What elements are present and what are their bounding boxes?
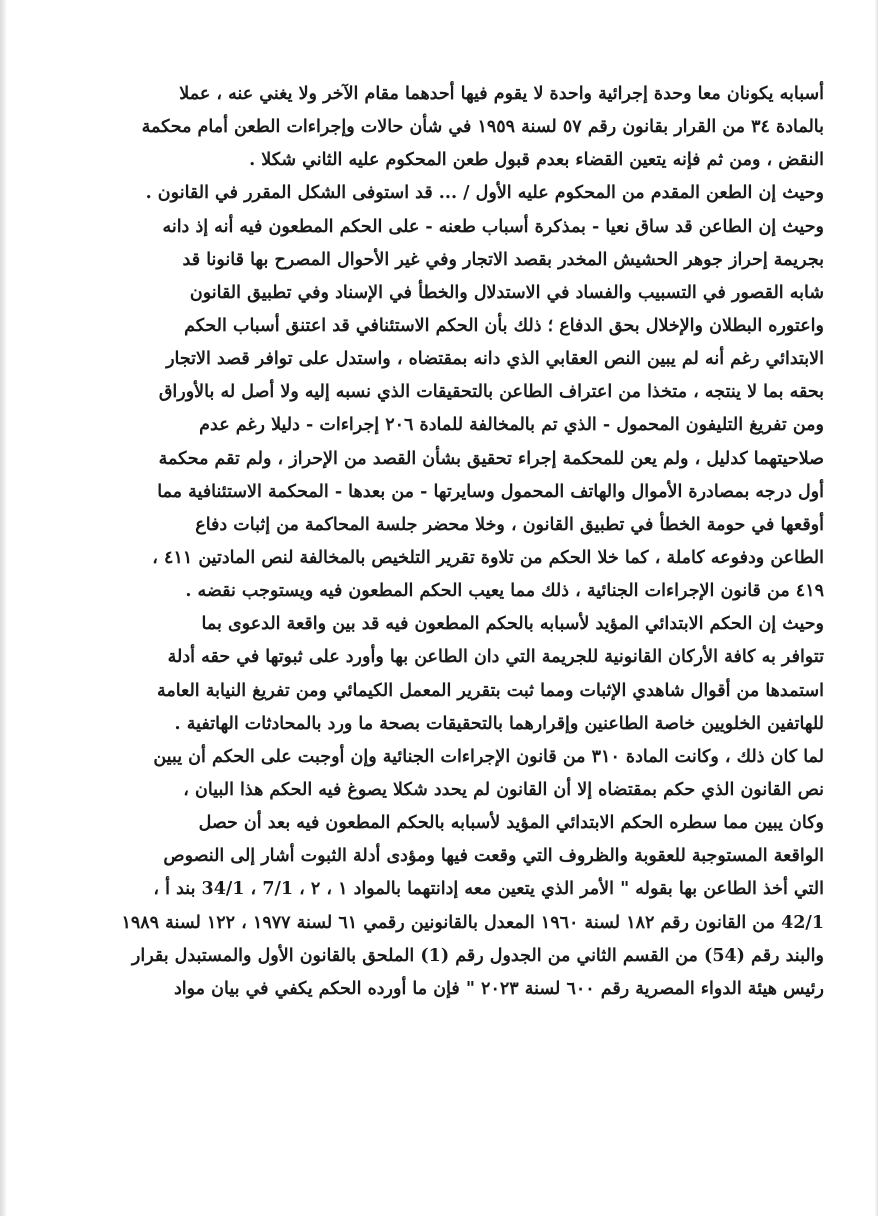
text-line-22: نص القانون الذي حكم بمقتضاه إلا أن القانون لم يحدد شكلا يصوغ فيه الحكم هذا البيان ،: [183, 779, 824, 800]
text-line-19: استمدها من أقوال شاهدي الإثبات ومما ثبت بتقرير المعمل الكيمائي ومن تفريغ النيابة العامة: [156, 680, 824, 701]
text-line-20: للهاتفين الخلويين خاصة الطاعنين وإقرارهما بالتحقيقات بصحة ما ورد بالمحادثات الهاتفية .: [174, 713, 824, 734]
text-line-21: لما كان ذلك ، وكانت المادة ٣١٠ من قانون الإجراءات الجنائية وإن أوجبت على الحكم أن يبين: [153, 746, 824, 767]
text-line-13: أول درجه بمصادرة الأموال والهاتف المحمول وسايرتها - من بعدها - المحكمة الاستئنافية مما: [157, 481, 824, 502]
text-line-9: الابتدائي رغم أنه لم يبين النص العقابي الذي دانه بمقتضاه ، واستدل على توافر قصد الاتجار: [166, 349, 824, 370]
text-line-11: ومن تفريغ التليفون المحمول - الذي تم بالمخالفة للمادة ٢٠٦ إجراءات - دليلا رغم عدم: [199, 415, 824, 436]
text-line-5: وحيث إن الطاعن قد ساق نعيا - بمذكرة أسباب طعنه - على الحكم المطعون فيه أنه إذ دانه: [162, 216, 824, 237]
text-line-28: رئيس هيئة الدواء المصرية رقم ٦٠٠ لسنة ٢٠٢٣ " فإن ما أورده الحكم يكفي في بيان مواد: [173, 978, 824, 999]
text-line-1: أسبابه يكونان معا وحدة إجرائية واحدة لا يقوم فيها أحدهما مقام الآخر ولا يغني عنه ، عملا: [179, 84, 824, 104]
text-line-8: واعتوره البطلان والإخلال بحق الدفاع ؛ ذلك بأن الحكم الاستئنافي قد اعتنق أسباب الحكم: [184, 315, 824, 336]
text-line-23: وكان يبين مما سطره الحكم الابتدائي المؤيد لأسبابه بالحكم المطعون فيه بعد أن حصل: [198, 813, 824, 834]
text-line-25: التي أخذ الطاعن بها بقوله " الأمر الذي يتعين معه إدانتهما بالمواد ١ ، ٢ ، 7/1 ، 34/1 بند أ ،: [153, 879, 824, 900]
text-line-24: الواقعة المستوجبة للعقوبة والظروف التي وقعت فيها ومؤدى أدلة الثبوت أشار إلى النصوص: [163, 846, 824, 867]
text-line-10: بحقه بما لا ينتجه ، متخذا من اعتراف الطاعن بالتحقيقات الذي نسبه إليه ولا أصل له بالأوراق: [158, 382, 824, 403]
page-right-shadow: [875, 0, 878, 1216]
text-line-4: وحيث إن الطعن المقدم من المحكوم عليه الأول / ... قد استوفى الشكل المقرر في القانون .: [145, 183, 824, 204]
text-line-6: بجريمة إحراز جوهر الحشيش المخدر بقصد الاتجار وفي غير الأحوال المصرح بها قانونا قد: [182, 249, 824, 270]
text-line-7: شابه القصور في التسبيب والفساد في الاستدلال والخطأ في الإسناد وفي تطبيق القانون: [189, 282, 824, 303]
text-line-27: والبند رقم (54) من القسم الثاني من الجدول رقم (1) الملحق بالقانون الأول والمستبدل بقرار: [131, 945, 824, 966]
text-line-14: أوقعها في حومة الخطأ في تطبيق القانون ، وخلا محضر جلسة المحاكمة من إثبات دفاع: [195, 514, 824, 535]
document-page: [6, 0, 878, 1216]
text-line-18: تتوافر به كافة الأركان القانونية للجريمة التي دان الطاعن بها وأورد على ثبوتها في حقه أدلة: [167, 647, 824, 668]
text-line-16: ٤١٩ من قانون الإجراءات الجنائية ، ذلك مما يعيب الحكم المطعون فيه ويستوجب نقضه .: [185, 581, 824, 602]
text-line-15: الطاعن ودفوعه كاملة ، كما خلا الحكم من تلاوة تقرير التلخيص بالمخالفة لنص المادتين ٤١١ ،: [152, 547, 824, 568]
text-line-2: بالمادة ٣٤ من القرار بقانون رقم ٥٧ لسنة ١٩٥٩ في شأن حالات وإجراءات الطعن أمام محكمة: [141, 117, 824, 138]
text-line-3: النقض ، ومن ثم فإنه يتعين القضاء بعدم قبول طعن المحكوم عليه الثاني شكلا .: [249, 150, 824, 171]
document-body-text: [102, 78, 824, 1006]
text-line-17: وحيث إن الحكم الابتدائي المؤيد لأسبابه بالحكم المطعون فيه قد بين واقعة الدعوى بما: [201, 614, 824, 635]
text-line-12: صلاحيتهما كدليل ، ولم يعن للمحكمة إجراء تحقيق بشأن القصد من الإحراز ، ولم تقم محكمة: [158, 448, 824, 469]
text-line-26: 42/1 من القانون رقم ١٨٢ لسنة ١٩٦٠ المعدل بالقانونين رقمي ٦١ لسنة ١٩٧٧ ، ١٢٢ لسنة ١٩٨٩: [121, 912, 824, 933]
